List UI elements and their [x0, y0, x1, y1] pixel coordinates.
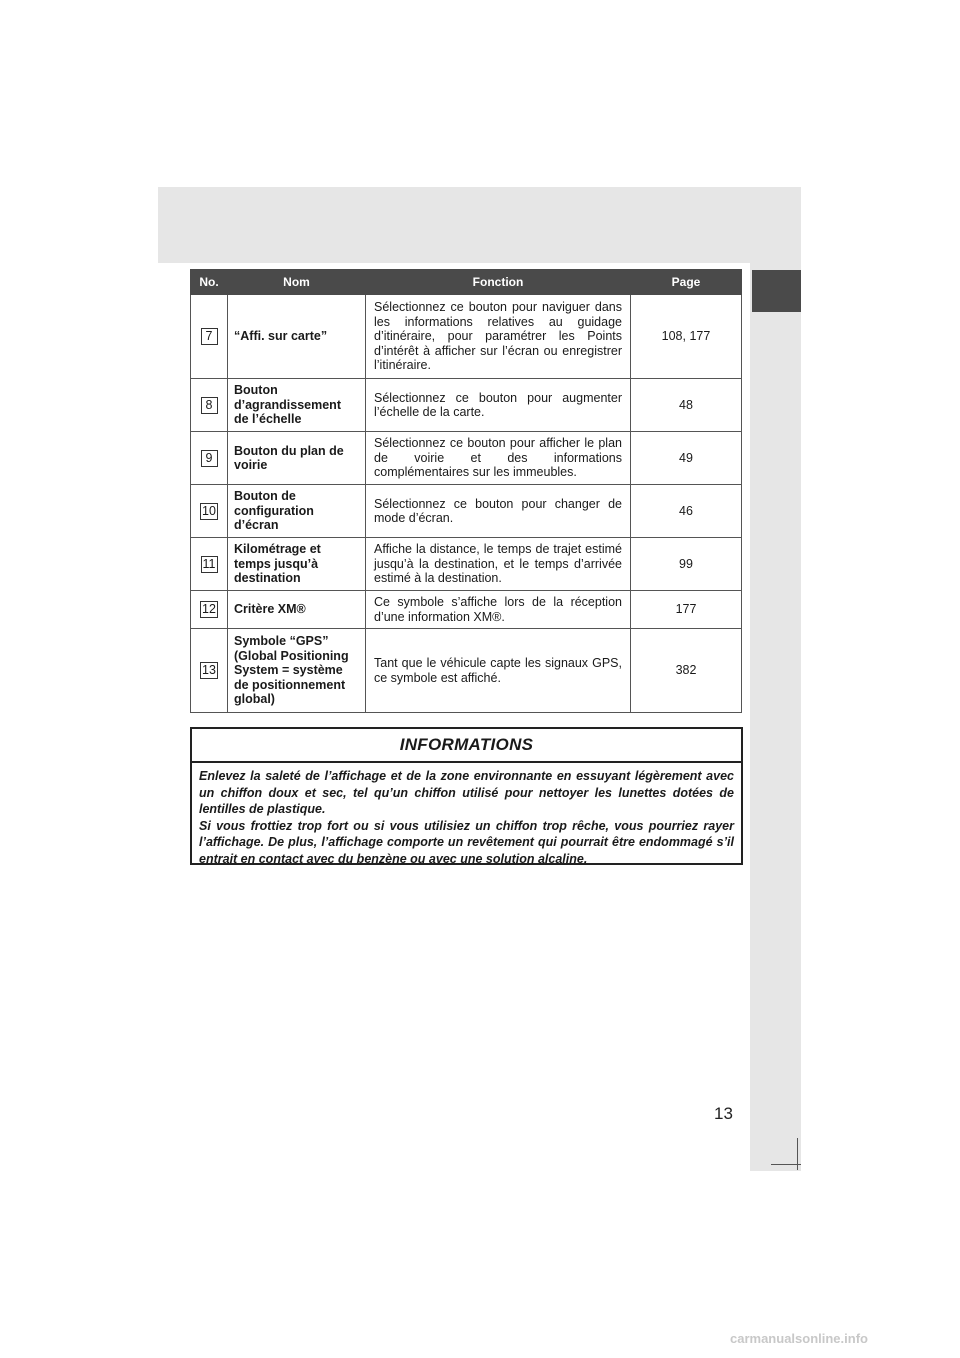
- row-name: Bouton de configuration d’écran: [228, 485, 366, 538]
- information-paragraph-2: Si vous frottiez trop fort ou si vous utilisiez un chiffon trop rêche, vous pourriez rayer l’affichage. De plus, l’affichage comporte un revêtement qui pourrait être endommagé s’il entrait en contact avec du benzène ou avec une solution alcaline.: [199, 818, 734, 866]
- header-nom: Nom: [228, 270, 366, 295]
- row-number-cell: [191, 295, 228, 379]
- information-body: [192, 763, 741, 867]
- section-tab: [752, 270, 801, 312]
- table-row: [191, 485, 742, 538]
- row-page: 48: [631, 379, 742, 432]
- row-number-cell: [191, 538, 228, 591]
- row-number-cell: [191, 591, 228, 629]
- row-name: Bouton du plan de voirie: [228, 432, 366, 485]
- row-name: “Affi. sur carte”: [228, 295, 366, 379]
- row-function: Sélectionnez ce bouton pour augmenter l’échelle de la carte.: [366, 379, 631, 432]
- row-name: Symbole “GPS” (Global Positioning System = système de positionnement global): [228, 629, 366, 713]
- row-name: Critère XM®: [228, 591, 366, 629]
- watermark: carmanualsonline.info: [730, 1331, 868, 1346]
- row-function: Tant que le véhicule capte les signaux GPS, ce symbole est affiché.: [366, 629, 631, 713]
- row-name: Kilométrage et temps jusqu’à destination: [228, 538, 366, 591]
- information-box: [190, 727, 743, 865]
- page-number: 13: [714, 1104, 733, 1123]
- row-page: 382: [631, 629, 742, 713]
- row-function: Sélectionnez ce bouton pour naviguer dans les informations relatives au guidage d’itinéraire, pour paramétrer les Points d’intérêt à afficher sur l’écran ou enregistrer l’itinéraire.: [366, 295, 631, 379]
- row-page: 108, 177: [631, 295, 742, 379]
- row-page: 49: [631, 432, 742, 485]
- row-number: 13: [202, 663, 216, 677]
- row-number: 8: [201, 397, 218, 414]
- row-number-cell: [191, 629, 228, 713]
- table-row: [191, 379, 742, 432]
- row-name: Bouton d’agrandissement de l’échelle: [228, 379, 366, 432]
- row-number-cell: [191, 379, 228, 432]
- row-number: 9: [201, 450, 218, 467]
- row-page: 99: [631, 538, 742, 591]
- function-table: [190, 269, 742, 713]
- header-page: Page: [631, 270, 742, 295]
- table-row: [191, 629, 742, 713]
- row-function: Affiche la distance, le temps de trajet estimé jusqu’à la destination, et le temps d’arrivée estimé à la destination.: [366, 538, 631, 591]
- header-no: No.: [191, 270, 228, 295]
- row-function: Sélectionnez ce bouton pour changer de mode d’écran.: [366, 485, 631, 538]
- row-number: 11: [201, 556, 218, 573]
- row-function: Sélectionnez ce bouton pour afficher le plan de voirie et des informations complémentaires sur les immeubles.: [366, 432, 631, 485]
- header-band: [158, 187, 801, 263]
- row-number-cell: [191, 432, 228, 485]
- row-number: 12: [202, 602, 216, 616]
- row-function: Ce symbole s’affiche lors de la réception d’une information XM®.: [366, 591, 631, 629]
- row-number-cell: [191, 485, 228, 538]
- table-row: [191, 538, 742, 591]
- information-title: INFORMATIONS: [192, 729, 741, 763]
- header-fonction: Fonction: [366, 270, 631, 295]
- table-row: [191, 432, 742, 485]
- row-page: 46: [631, 485, 742, 538]
- information-paragraph-1: Enlevez la saleté de l’affichage et de la zone environnante en essuyant légèrement avec un chiffon doux et sec, tel qu’un chiffon utilisé pour nettoyer les lunettes dotées de lentilles de plastique.: [199, 769, 734, 816]
- table-row: [191, 591, 742, 629]
- row-number: 10: [202, 503, 216, 518]
- row-number: 7: [201, 328, 218, 345]
- crop-mark-vertical: [797, 1138, 798, 1170]
- table-row: [191, 295, 742, 379]
- row-page: 177: [631, 591, 742, 629]
- crop-mark-horizontal: [771, 1164, 801, 1165]
- table-header-row: [191, 270, 742, 295]
